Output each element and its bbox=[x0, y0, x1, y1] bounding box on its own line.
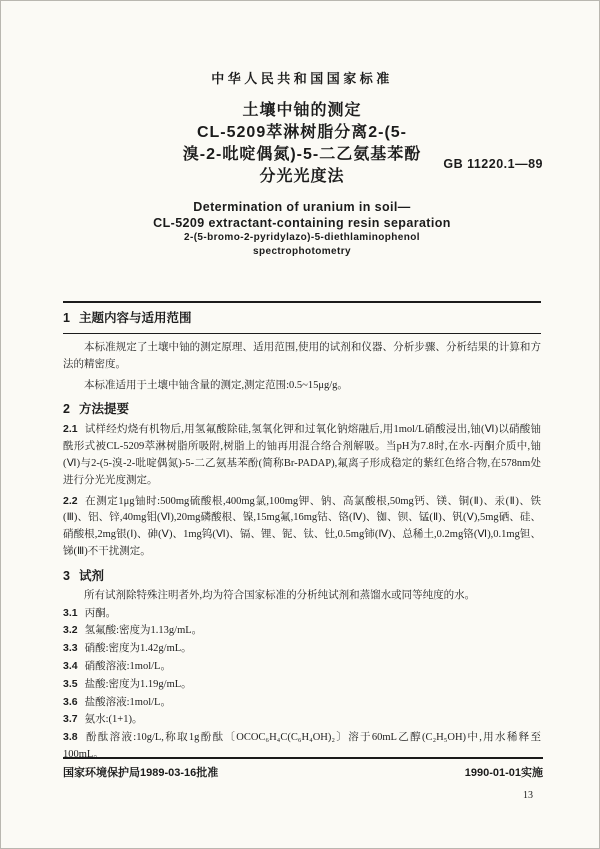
title-line: CL-5209萃淋树脂分离2-(5- bbox=[196, 124, 408, 141]
clause-number: 3.7 bbox=[63, 713, 78, 726]
section-title: 试剂 bbox=[78, 568, 104, 583]
clause-text: 盐酸:密度为1.19g/mL。 bbox=[84, 678, 192, 690]
english-title-line: spectrophotometry bbox=[253, 246, 351, 257]
horizontal-rule-under-heading bbox=[63, 333, 541, 334]
clause-text: 氨水:(1+1)。 bbox=[84, 714, 143, 726]
clause-number: 3.8 bbox=[63, 731, 78, 744]
clause-number: 3.5 bbox=[63, 677, 78, 690]
title-line: 分光光度法 bbox=[259, 168, 345, 185]
paragraph: 所有试剂除特殊注明者外,均为符合国家标准的分析纯试剂和蒸馏水或同等纯度的水。 bbox=[84, 589, 476, 601]
footer-approval: 国家环境保护局1989-03-16批准 bbox=[63, 767, 219, 779]
reagent-item bbox=[63, 694, 541, 712]
clause-text: 盐酸溶液:1mol/L。 bbox=[84, 696, 171, 708]
title-chinese bbox=[63, 100, 541, 188]
english-title-line: 2-(5-bromo-2-pyridylazo)-5-diethlaminophenol bbox=[184, 232, 420, 243]
standard-header: 中华人民共和国国家标准 bbox=[211, 71, 393, 86]
clause-number: 3.2 bbox=[63, 624, 78, 637]
section-1-heading bbox=[63, 303, 541, 333]
footer-implementation: 1990-01-01实施 bbox=[464, 767, 543, 779]
clause-number: 3.6 bbox=[63, 695, 78, 708]
clause-text: 在测定1μg铀时:500mg硫酸根,400mg氯,100mg钾、钠、高氯酸根,50mg钙、镁、铜(Ⅱ)、汞(Ⅱ)、铁(Ⅲ)、铝、锌,40mg钼(Ⅵ),20mg磷酸根、镍,15mg氟,16mg钴、铬(Ⅳ)、铷、钡、锰(Ⅱ)、钒(Ⅴ),5mg硒、硅、硝酸根,2mg银(Ⅰ)、砷(Ⅴ)、1mg钨(Ⅵ)、镉、锂、铌、钛、钍,0.5mg铈(Ⅳ)、总稀土,0.2mg铬(Ⅵ),0.1mg钽、锑(Ⅲ)不干扰测定。 bbox=[63, 495, 541, 557]
paragraph: 本标准适用于土壤中铀含量的测定,测定范围:0.5~15μg/g。 bbox=[84, 379, 348, 391]
section-number: 3 bbox=[63, 568, 70, 583]
english-title-line: Determination of uranium in soil— bbox=[193, 200, 411, 214]
section-title: 主题内容与适用范围 bbox=[78, 311, 192, 325]
section-number: 1 bbox=[63, 311, 70, 325]
clause-text: 丙酮。 bbox=[84, 607, 117, 619]
section-3-heading bbox=[63, 569, 541, 584]
title-line: 土壤中铀的测定 bbox=[242, 102, 362, 119]
section-2-heading bbox=[63, 402, 541, 417]
paragraph: 本标准规定了土壤中铀的测定原理、适用范围,使用的试剂和仪器、分析步骤、分析结果的计算和方法的精密度。 bbox=[63, 342, 541, 370]
footer bbox=[63, 764, 543, 780]
clause-text: 试样经灼烧有机物后,用氢氟酸除硅,氢氧化钾和过氧化钠熔融后,用1mol/L硝酸浸出,铀(Ⅵ)以硝酸铀酰形式被CL-5209萃淋树脂所吸附,树脂上的铀再用混合络合剂解吸。当pH为7.8时,在水-丙酮介质中,铀(Ⅵ)与2-(5-溴-2-吡啶偶氮)-5-二乙氨基苯酚(简称Br-PADAP),氟离子形成稳定的紫红色络合物,在578nm处进行分光光度测定。 bbox=[63, 424, 541, 486]
clause-paragraph bbox=[63, 493, 541, 561]
reagent-item bbox=[63, 711, 541, 729]
clause-text: 酚酞溶液:10g/L,称取1g酚酞〔OCOC₆H₄C(C₆H₄OH)₂〕溶于60mL乙醇(C₂H₅OH)中,用水稀释至100mL。 bbox=[63, 732, 541, 760]
clause-number: 2.1 bbox=[63, 423, 78, 436]
reagent-item bbox=[63, 622, 541, 640]
reagent-item bbox=[63, 658, 541, 676]
reagent-item bbox=[63, 605, 541, 623]
title-english bbox=[63, 199, 541, 259]
clause-number: 2.2 bbox=[63, 494, 78, 507]
section-title: 方法提要 bbox=[78, 402, 129, 417]
title-line: 溴-2-吡啶偶氮)-5-二乙氨基苯酚 bbox=[182, 146, 422, 163]
clause-paragraph bbox=[63, 421, 541, 489]
clause-text: 硝酸:密度为1.42g/mL。 bbox=[84, 643, 192, 655]
clause-text: 硝酸溶液:1mol/L。 bbox=[84, 660, 171, 672]
clause-number: 3.3 bbox=[63, 642, 78, 655]
reagent-item bbox=[63, 640, 541, 658]
horizontal-rule-footer bbox=[63, 757, 543, 759]
clause-number: 3.1 bbox=[63, 606, 78, 619]
reagent-item bbox=[63, 676, 541, 694]
english-title-line: CL-5209 extractant-containing resin separation bbox=[153, 216, 451, 230]
clause-text: 氢氟酸:密度为1.13g/mL。 bbox=[84, 625, 203, 637]
clause-number: 3.4 bbox=[63, 659, 78, 672]
page-number: 13 bbox=[523, 790, 533, 801]
section-number: 2 bbox=[63, 402, 70, 417]
standard-number: GB 11220.1—89 bbox=[443, 157, 543, 171]
